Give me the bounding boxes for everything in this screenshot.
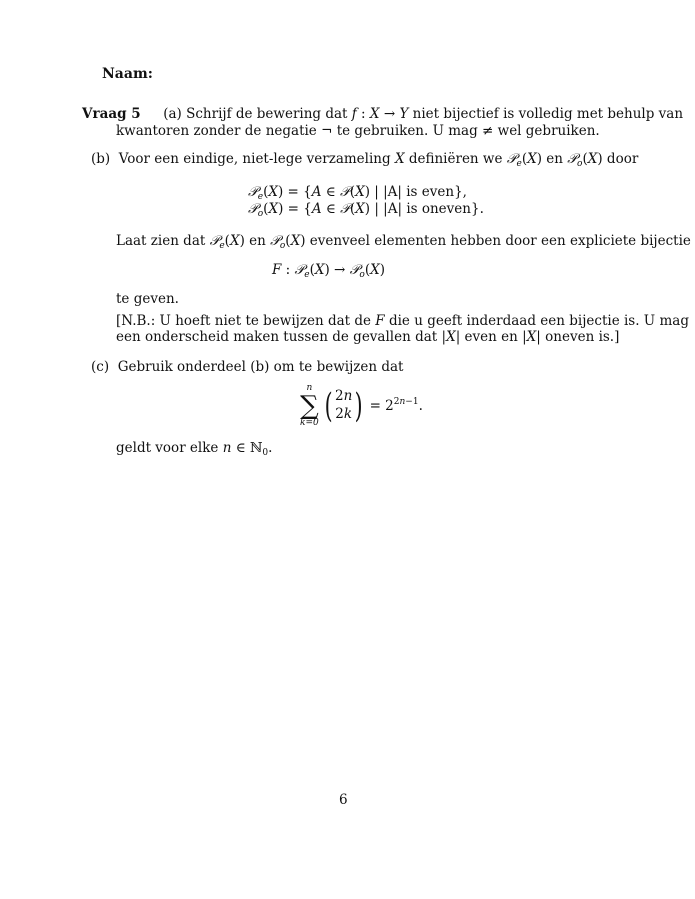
part-c-marker: (c) — [91, 359, 110, 375]
equation-bijection: F : 𝒫$_e$(X) → 𝒫$_o$(X) — [272, 262, 385, 280]
question-c-holds: geldt voor elke n ∈ ℕ$_0$. — [116, 440, 273, 458]
part-b-marker: (b) — [91, 151, 111, 167]
part-a-text2: niet bijectief is volledig met behulp van — [408, 106, 684, 122]
part-a-text1: Schrijf de bewering dat — [186, 106, 352, 122]
name-label: Naam: — [102, 66, 153, 82]
page-number: 6 — [339, 792, 348, 808]
equation-sum: n ∑ k=0 ( 2n 2k ) = $2^{2n-1}$. — [300, 383, 423, 428]
equation-po: 𝒫$_o$(X) = {A ∈ 𝒫(X) | |A| is oneven}. — [248, 201, 484, 219]
part-a-marker: (a) — [163, 106, 182, 122]
question-b-note1: [N.B.: U hoeft niet te bewijzen dat de F die u geeft inderdaad een bijectie is. U mag — [116, 313, 689, 329]
question-a-line1: Vraag 5 (a) Schrijf de bewering dat f : X → Y niet bijectief is volledig met behulp van — [82, 106, 684, 122]
question-label: Vraag 5 — [82, 106, 141, 122]
equation-pe: 𝒫$_e$(X) = {A ∈ 𝒫(X) | |A| is even}, — [248, 184, 467, 202]
formula-f: f — [351, 106, 357, 122]
question-b-intro: (b) Voor een eindige, niet-lege verzameling X definiëren we 𝒫$_e$(X) en 𝒫$_o$(X) door — [91, 151, 639, 169]
question-c-line: (c) Gebruik onderdeel (b) om te bewijzen dat — [91, 359, 404, 375]
question-b-give: te geven. — [116, 291, 179, 307]
question-a-line2: kwantoren zonder de negatie ¬ te gebruiken. U mag ≠ wel gebruiken. — [116, 123, 600, 139]
question-b-note2: een onderscheid maken tussen de gevallen dat |X| even en |X| oneven is.] — [116, 329, 620, 345]
question-b-show: Laat zien dat 𝒫$_e$(X) en 𝒫$_o$(X) evenveel elementen hebben door een expliciete bijectie — [116, 233, 691, 251]
